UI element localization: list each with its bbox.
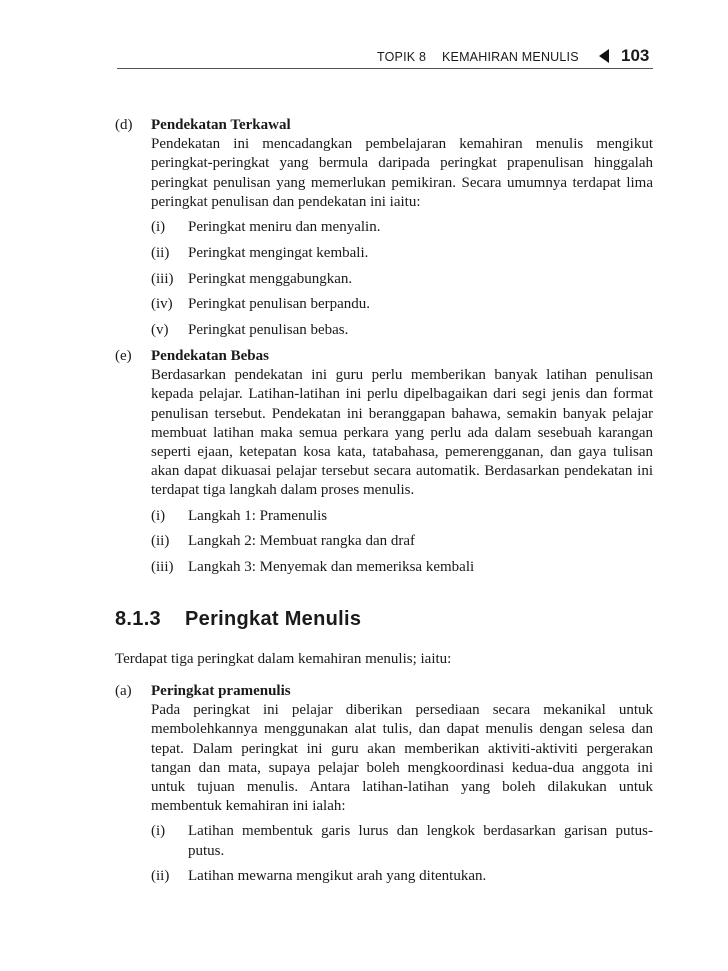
list-item-text: Peringkat penulisan berpandu.	[188, 296, 371, 313]
list-item	[151, 532, 653, 551]
section-intro-text: Terdapat tiga peringkat dalam kemahiran menulis; iaitu:	[115, 651, 452, 667]
section-number: 8.1.3	[115, 608, 161, 630]
list-item-number: (iii)	[151, 270, 174, 287]
list-item	[151, 218, 653, 237]
list-item-text: Latihan membentuk garis lurus dan lengkok berdasarkan garisan putus-putus.	[188, 823, 653, 859]
list-item	[151, 822, 653, 860]
list-item	[151, 867, 653, 886]
left-triangle-icon	[599, 49, 609, 63]
list-item	[151, 270, 653, 289]
list-item-text: Langkah 3: Menyemak dan memeriksa kembali	[188, 559, 475, 576]
section-d	[115, 116, 653, 340]
list-item-number: (v)	[151, 322, 169, 339]
section-a-title: Peringkat pramenulis	[151, 683, 291, 699]
list-item-number: (i)	[151, 823, 166, 840]
section-a-label: (a)	[115, 683, 132, 699]
section-d-paragraph: Pendekatan ini mencadangkan pembelajaran kemahiran menulis mengikut peringkat-peringkat yang bermula daripada peringkat prapenulisan hinggalah peringkat penulisan yang memerlukan pemikiran. Secara umumnya terdapat lima peringkat penulisan dan pendekatan ini iaitu:	[151, 136, 653, 210]
section-e	[115, 347, 653, 577]
section-e-paragraph: Berdasarkan pendekatan ini guru perlu memberikan banyak latihan penulisan kepada pelajar. Latihan-latihan ini perlu dipelbagaikan dari segi jenis dan format penulisan tersebut. Pendekatan ini beranggapan bahawa, semakin banyak pelajar membuat latihan maka semua perkara yang perlu ada dalam sesebuah karangan seperti ejaan, ketepatan kosa kata, tatabahasa, pemerengganan, dan gaya tulisan akan dapat dikuasai pelajar tersebut secara automatik. Berdasarkan pendekatan ini terdapat tiga langkah dalam proses menulis.	[151, 367, 653, 499]
list-item-number: (ii)	[151, 868, 170, 885]
list-item	[151, 295, 653, 314]
section-d-list	[151, 218, 653, 340]
page-header	[117, 46, 653, 68]
list-item-number: (iv)	[151, 296, 173, 313]
section-d-label: (d)	[115, 117, 133, 133]
section-e-list	[151, 507, 653, 578]
section-title: Peringkat Menulis	[185, 608, 362, 630]
header-topic: TOPIK 8	[377, 50, 427, 64]
header-rule	[117, 68, 653, 69]
list-item	[151, 507, 653, 526]
section-d-title: Pendekatan Terkawal	[151, 117, 291, 133]
list-item	[151, 321, 653, 340]
list-item-text: Peringkat meniru dan menyalin.	[188, 219, 381, 236]
list-item-text: Peringkat mengingat kembali.	[188, 244, 369, 261]
list-item-number: (ii)	[151, 244, 170, 261]
header-chapter-title: KEMAHIRAN MENULIS	[442, 50, 579, 64]
list-item-number: (i)	[151, 219, 166, 236]
section-a-list	[151, 822, 653, 886]
page-number: 103	[621, 46, 650, 65]
section-heading	[115, 608, 361, 631]
list-item	[151, 558, 653, 577]
list-item-text: Peringkat menggabungkan.	[188, 270, 353, 287]
list-item-number: (i)	[151, 507, 166, 524]
list-item-text: Langkah 2: Membuat rangka dan draf	[188, 533, 415, 550]
list-item-number: (ii)	[151, 533, 170, 550]
section-intro	[115, 650, 653, 669]
section-a-paragraph: Pada peringkat ini pelajar diberikan persediaan secara mekanikal untuk membolehkannya menggunakan alat tulis, dan dapat menulis dengan selesa dan tepat. Dalam peringkat ini guru akan memberikan aktiviti-aktiviti pergerakan tangan dan mata, supaya pelajar boleh mengkoordinasi kedua-dua anggota ini untuk tujuan menulis. Antara latihan-latihan yang boleh dilakukan untuk membentuk kemahiran ini ialah:	[151, 702, 653, 815]
section-a	[115, 682, 653, 887]
list-item-text: Langkah 1: Pramenulis	[188, 507, 328, 524]
section-e-title: Pendekatan Bebas	[151, 348, 269, 364]
section-e-label: (e)	[115, 348, 132, 364]
list-item-number: (iii)	[151, 559, 174, 576]
list-item-text: Peringkat penulisan bebas.	[188, 322, 349, 339]
list-item	[151, 244, 653, 263]
list-item-text: Latihan mewarna mengikut arah yang ditentukan.	[188, 868, 487, 885]
